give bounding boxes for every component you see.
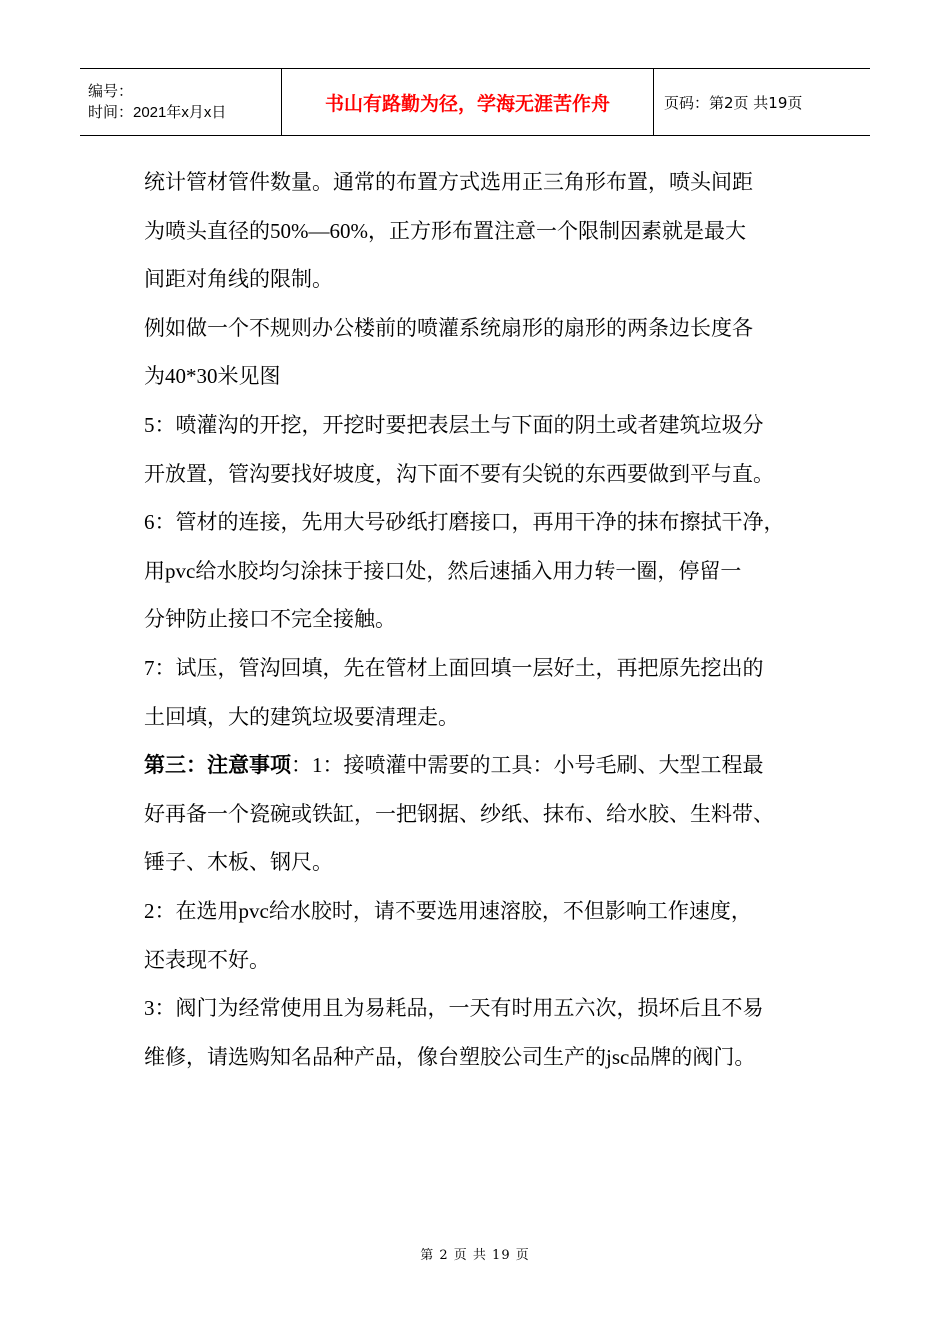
body-line: 分钟防止接口不完全接触。 — [144, 607, 396, 632]
notes-line: 还表现不好。 — [144, 947, 270, 972]
notes-line: 3：阀门为经常使用且为易耗品，一天有时用五六次，损坏后且不易 — [144, 996, 764, 1021]
body-line: 统计管材管件数量。通常的布置方式选用正三角形布置，喷头间距 — [144, 170, 753, 194]
notes-first-line-text: ：1：接喷灌中需要的工具：小号毛刷、大型工程最 — [291, 753, 764, 778]
body-line: 间距对角线的限制。 — [144, 267, 333, 292]
header-motto: 书山有路勤为径，学海无涯苦作舟 — [282, 69, 654, 135]
body-line: 土回填，大的建筑垃圾要清理走。 — [144, 704, 459, 729]
notes-line: 锤子、木板、钢尺。 — [144, 850, 333, 875]
page-header — [80, 68, 870, 136]
body-line: 例如做一个不规则办公楼前的喷灌系统扇形的扇形的两条边长度各 — [144, 315, 753, 340]
notes-first-line — [144, 741, 844, 790]
document-number-label: 编号： — [88, 83, 134, 100]
body-line: 为喷头直径的50%—60%，正方形布置注意一个限制因素就是最大 — [144, 218, 746, 243]
notes-heading: 第三：注意事项 — [144, 753, 291, 778]
page-footer: 第 2 页 共 19 页 — [420, 1248, 530, 1263]
header-page-number: 页码：第2页 共19页 — [664, 93, 803, 112]
notes-line: 好再备一个瓷碗或铁缸，一把钢据、纱纸、抹布、给水胶、生料带、 — [144, 801, 774, 826]
body-line: 开放置，管沟要找好坡度，沟下面不要有尖锐的东西要做到平与直。 — [144, 461, 774, 486]
notes-line: 维修，请选购知名品种产品，像台塑胶公司生产的jsc品牌的阀门。 — [144, 1044, 756, 1069]
header-meta — [80, 69, 282, 135]
body-line: 用pvc给水胶均匀涂抹于接口处，然后速插入用力转一圈，停留一 — [144, 558, 742, 583]
document-date-label: 时间：2021年x月x日 — [88, 104, 227, 121]
body-line: 7：试压，管沟回填，先在管材上面回填一层好土，再把原先挖出的 — [144, 655, 764, 680]
document-body — [144, 158, 844, 1081]
notes-line: 2：在选用pvc给水胶时，请不要选用速溶胶，不但影响工作速度， — [144, 898, 752, 923]
body-line: 为40*30米见图 — [144, 364, 281, 389]
body-line: 6：管材的连接，先用大号砂纸打磨接口，再用干净的抹布擦拭干净， — [144, 510, 785, 535]
body-line: 5：喷灌沟的开挖，开挖时要把表层土与下面的阴土或者建筑垃圾分 — [144, 412, 764, 437]
